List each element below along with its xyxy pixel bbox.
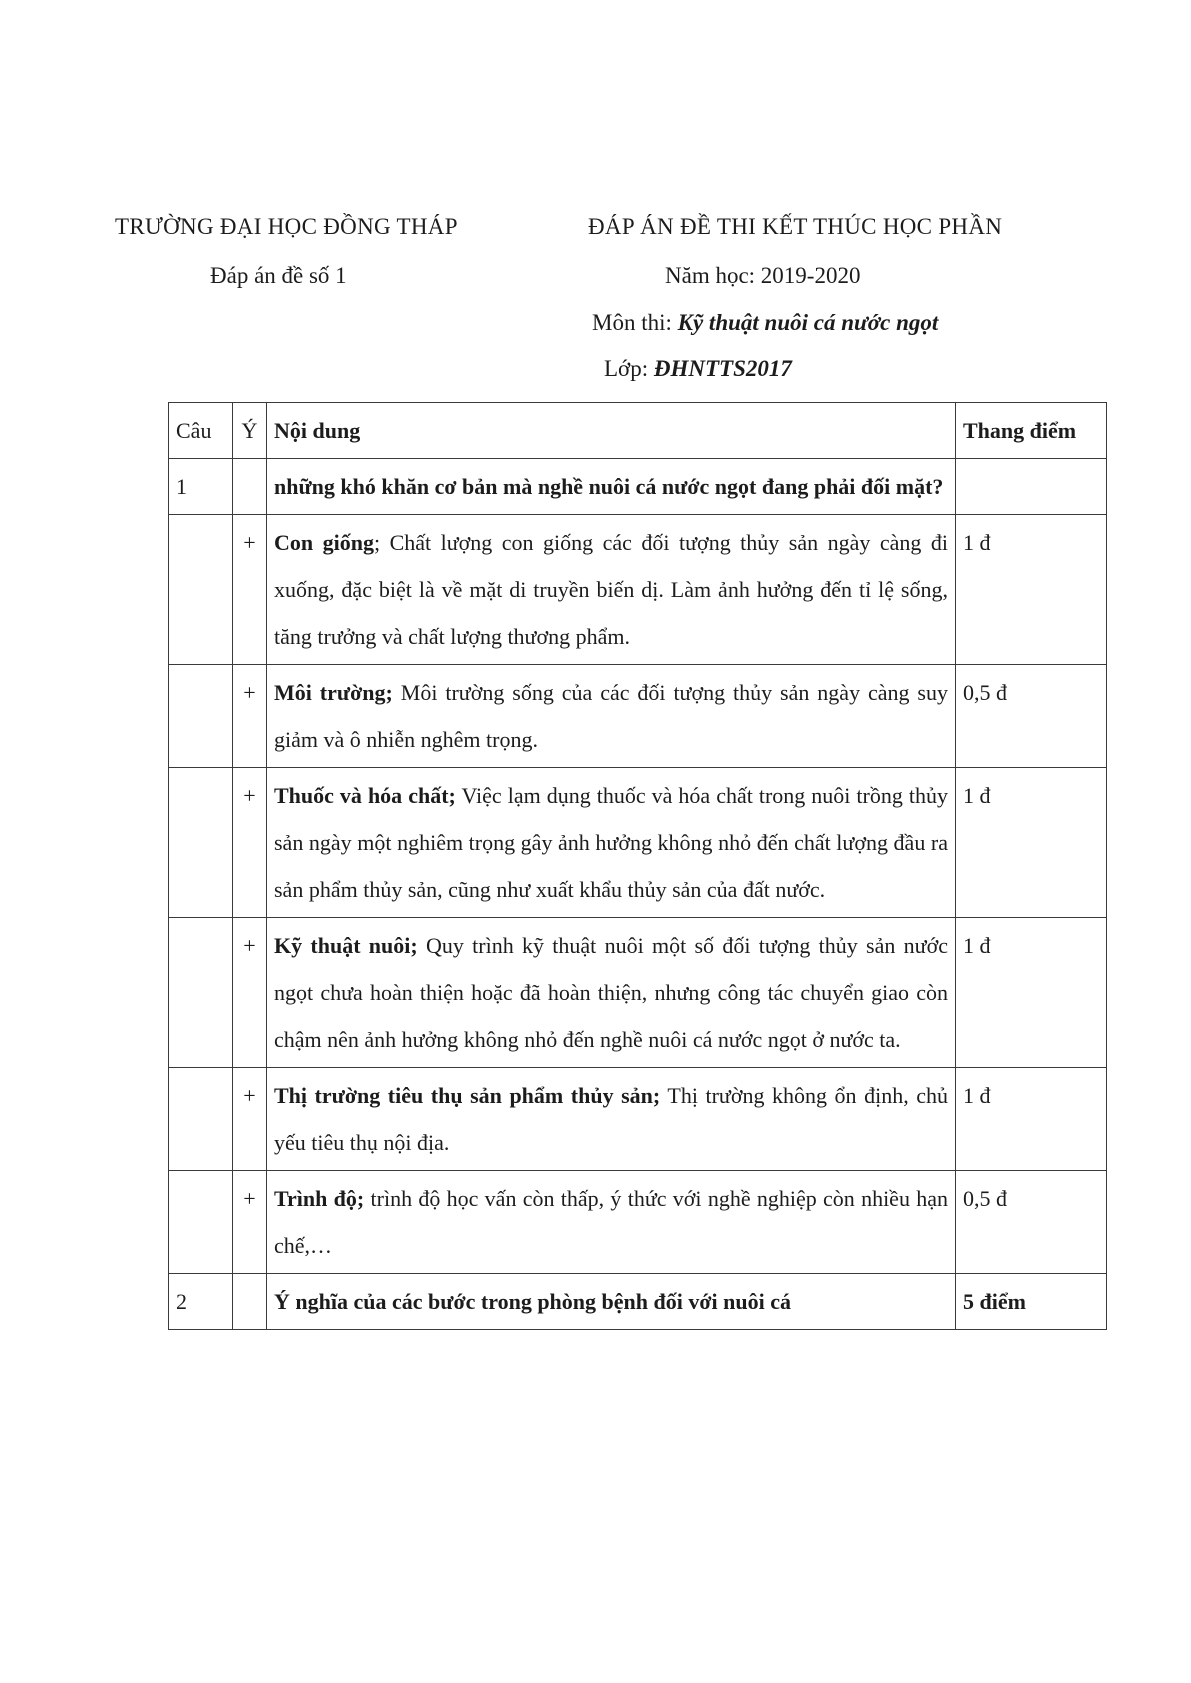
item-text: Thị trường không ổn định, chủ yếu tiêu thụ nội địa.: [274, 1083, 948, 1155]
cell-y: +: [233, 665, 267, 768]
class-label: Lớp:: [604, 356, 654, 381]
cell-cau: [169, 918, 233, 1068]
cell-cau: [169, 515, 233, 665]
cell-score: 0,5 đ: [956, 665, 1107, 768]
table-row: [169, 768, 1107, 918]
table-row: [169, 459, 1107, 515]
header-content: Nội dung: [267, 403, 956, 459]
table-row: [169, 1068, 1107, 1171]
cell-y: +: [233, 1068, 267, 1171]
item-text: Việc lạm dụng thuốc và hóa chất trong nuôi trồng thủy sản ngày một nghiêm trọng gây ảnh hưởng không nhỏ đến chất lượng đầu ra sản phẩm thủy sản, cũng như xuất khẩu thủy sản của đất nước.: [274, 783, 949, 902]
school-year: Năm học: 2019-2020: [665, 263, 861, 288]
cell-y: +: [233, 1171, 267, 1274]
exam-title: ĐÁP ÁN ĐỀ THI KẾT THÚC HỌC PHẦN: [588, 214, 1003, 239]
header-cau: Câu: [169, 403, 233, 459]
table-row: [169, 1274, 1107, 1330]
table-header-row: [169, 403, 1107, 459]
cell-cau: [169, 665, 233, 768]
cell-cau: 2: [169, 1274, 233, 1330]
cell-content: [267, 1171, 956, 1274]
cell-y: [233, 1274, 267, 1330]
item-text: ; Chất lượng con giống các đối tượng thủy sản ngày càng đi xuống, đặc biệt là về mặt di truyền biến dị. Làm ảnh hưởng đến tỉ lệ sống, tăng trưởng và chất lượng thương phẩm.: [274, 530, 948, 649]
item-title: Môi trường;: [274, 680, 393, 705]
table-row: [169, 1171, 1107, 1274]
school-name: TRƯỜNG ĐẠI HỌC ĐỒNG THÁP: [115, 214, 458, 239]
cell-cau: 1: [169, 459, 233, 515]
table-row: [169, 665, 1107, 768]
cell-content: Ý nghĩa của các bước trong phòng bệnh đối với nuôi cá: [267, 1274, 956, 1330]
cell-y: +: [233, 768, 267, 918]
item-title: Trình độ;: [274, 1186, 365, 1211]
cell-content: [267, 1068, 956, 1171]
header-y: Ý: [233, 403, 267, 459]
header-score: Thang điểm: [956, 403, 1107, 459]
item-title: Thị trường tiêu thụ sản phẩm thủy sản;: [274, 1083, 661, 1108]
item-title: Kỹ thuật nuôi;: [274, 933, 418, 958]
cell-score: [956, 459, 1107, 515]
subject-label: Môn thi:: [592, 310, 678, 335]
subject-value: Kỹ thuật nuôi cá nước ngọt: [677, 310, 939, 335]
class-line: [604, 356, 792, 382]
item-title: Thuốc và hóa chất;: [274, 783, 456, 808]
answer-table: [168, 402, 1107, 1330]
cell-score: 1 đ: [956, 1068, 1107, 1171]
exam-code: Đáp án đề số 1: [210, 263, 347, 288]
cell-score: 0,5 đ: [956, 1171, 1107, 1274]
cell-y: +: [233, 515, 267, 665]
item-text: Quy trình kỹ thuật nuôi một số đối tượng thủy sản nước ngọt chưa hoàn thiện hoặc đã hoàn thiện, nhưng công tác chuyển giao còn chậm nên ảnh hưởng không nhỏ đến nghề nuôi cá nước ngọt ở nước ta.: [274, 933, 948, 1052]
cell-score: 1 đ: [956, 918, 1107, 1068]
cell-score: 1 đ: [956, 768, 1107, 918]
cell-content: [267, 515, 956, 665]
cell-content: [267, 665, 956, 768]
item-title: Con giống: [274, 530, 374, 555]
class-value: ĐHNTTS2017: [653, 356, 792, 381]
item-text: Môi trường sống của các đối tượng thủy sản ngày càng suy giảm và ô nhiễn nghêm trọng.: [274, 680, 948, 752]
table-row: [169, 918, 1107, 1068]
cell-cau: [169, 1068, 233, 1171]
cell-content: những khó khăn cơ bản mà nghề nuôi cá nước ngọt đang phải đối mặt?: [267, 459, 956, 515]
table-row: [169, 515, 1107, 665]
cell-y: [233, 459, 267, 515]
item-text: trình độ học vấn còn thấp, ý thức với nghề nghiệp còn nhiều hạn chế,…: [274, 1186, 948, 1258]
cell-content: [267, 768, 956, 918]
cell-score: 1 đ: [956, 515, 1107, 665]
subject-line: [592, 310, 938, 336]
cell-cau: [169, 768, 233, 918]
cell-score: 5 điểm: [956, 1274, 1107, 1330]
cell-cau: [169, 1171, 233, 1274]
cell-y: +: [233, 918, 267, 1068]
cell-content: [267, 918, 956, 1068]
